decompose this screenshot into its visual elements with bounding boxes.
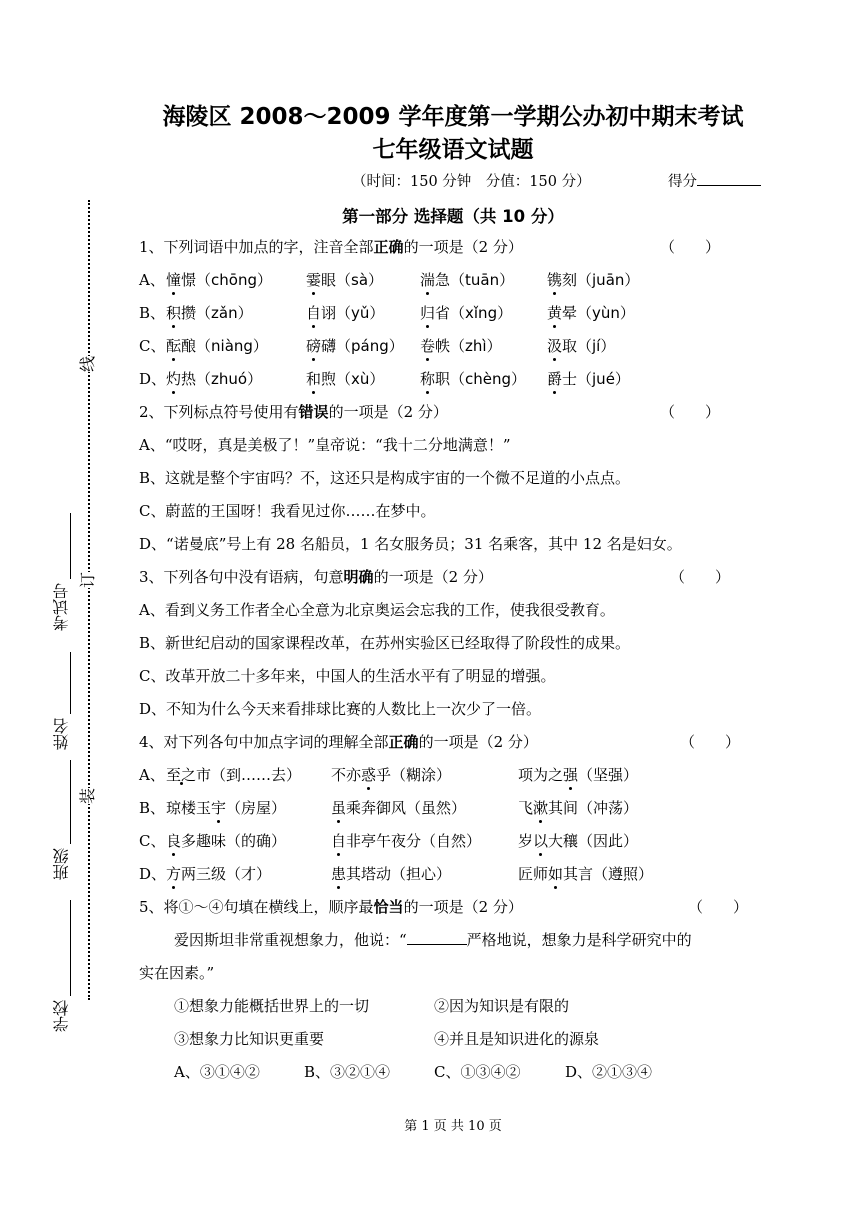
q1-word-item [547, 302, 635, 323]
dotted-char: 汲 [547, 337, 563, 355]
q4-option-label: C、 [139, 832, 166, 850]
exam-no-field[interactable] [70, 513, 71, 579]
q5-fill-blank[interactable] [407, 930, 467, 945]
phrase-prefix: 匠师 [518, 865, 549, 883]
q1-word-item [420, 368, 526, 389]
dotted-char: 方 [166, 865, 182, 883]
q5-sentence-2: ②因为知识是有限的 [434, 997, 570, 1015]
q1-word-item [306, 335, 404, 356]
phrase-rest: 大穰（因此） [548, 832, 639, 850]
q4-phrase-item [331, 830, 481, 851]
q5-stem: 5、将①～④句填在横线上，顺序最恰当的一项是（2 分） [139, 898, 523, 916]
word-rest: 酿（niàng） [181, 337, 268, 355]
score-label: 得分 [668, 174, 697, 190]
word-rest: 眼（sà） [321, 271, 384, 289]
dotted-char: 称 [420, 370, 436, 388]
q4-option-label: B、 [139, 799, 166, 817]
q2-answer-paren[interactable]: （ ） [660, 403, 721, 421]
dotted-char: 以 [533, 832, 549, 850]
q1-option-label: D、 [139, 370, 167, 388]
dotted-char: 卷 [420, 337, 436, 355]
dotted-char: 憧 [166, 271, 182, 289]
binding-dotted-line [88, 200, 90, 1000]
q4-phrase-item [166, 764, 301, 785]
q5-passage-line1: 爱因斯坦非常重视想象力，他说：“ 严格地说，想象力是科学研究中的 [174, 931, 692, 949]
q1-word-item [420, 269, 514, 290]
word-rest: 急（tuān） [435, 271, 515, 289]
q4-answer-paren[interactable]: （ ） [680, 733, 741, 751]
word-rest: 帙（zhì） [435, 337, 502, 355]
q3-answer-paren[interactable]: （ ） [670, 568, 731, 586]
q1-word-item [306, 302, 384, 323]
q3-option-d: D、不知为什么今天来看排球比赛的人数比上一次少了一倍。 [139, 700, 542, 718]
dotted-char: 灼 [166, 370, 182, 388]
score-blank[interactable] [697, 171, 761, 186]
dotted-char: 自 [331, 832, 347, 850]
phrase-prefix: 项为之 [518, 766, 564, 784]
word-rest: 省（xǐng） [435, 304, 513, 322]
phrase-rest: 乎（糊涂） [376, 766, 452, 784]
exam-title-line2: 七年级语文试题 [372, 137, 534, 163]
word-rest: 士（jué） [562, 370, 630, 388]
phrase-prefix: 飞 [518, 799, 534, 817]
q2-option-c: C、蔚蓝的王国呀！我看见过你……在梦中。 [139, 502, 436, 520]
q1-word-item [547, 269, 639, 290]
binding-ding: 订 [78, 571, 98, 589]
q4-phrase-item [166, 797, 286, 818]
phrase-rest: （房屋） [226, 799, 287, 817]
q5-passage-line2: 实在因素。” [139, 964, 215, 982]
q4-phrase-item [331, 797, 466, 818]
q1-word-item [166, 302, 253, 323]
dotted-char: 漱 [533, 799, 549, 817]
word-rest: 攒（zǎn） [181, 304, 253, 322]
q5-choice-c: C、①③④② [434, 1063, 521, 1081]
section-title: 第一部分 选择题（共 10 分） [342, 207, 564, 226]
q1-option-label: C、 [139, 337, 166, 355]
class-label: 班级 [52, 848, 71, 880]
q4-phrase-item [518, 830, 638, 851]
word-rest: 职（chèng） [435, 370, 527, 388]
phrase-prefix: 不亦 [331, 766, 362, 784]
q4-phrase-item [331, 863, 451, 884]
q5-sentence-3: ③想象力比知识更重要 [174, 1030, 325, 1048]
exam-no-label: 考试号 [52, 583, 71, 631]
dotted-char: 强 [563, 766, 579, 784]
q4-phrase-item [518, 764, 638, 785]
dotted-char: 酝 [166, 337, 182, 355]
q3-option-a: A、看到义务工作者全心全意为北京奥运会忘我的工作，使我很受教育。 [139, 601, 615, 619]
q3-stem: 3、下列各句中没有语病，句意明确的一项是（2 分） [139, 568, 493, 586]
class-field[interactable] [70, 760, 71, 844]
phrase-prefix: 琼楼玉 [166, 799, 212, 817]
phrase-rest: 其塔动（担心） [346, 865, 452, 883]
word-rest: 诩（yǔ） [321, 304, 385, 322]
q1-word-item [166, 335, 268, 356]
exam-title-line1: 海陵区 2008～2009 学年度第一学期公办初中期末考试 [162, 104, 744, 130]
q1-word-item [547, 335, 615, 356]
q2-option-d: D、“诺曼底”号上有 28 名船员，1 名女服务员；31 名乘客，其中 12 名是妇女。 [139, 535, 682, 553]
q2-option-b: B、这就是整个宇宙吗？不，这还只是构成宇宙的一个微不足道的小点点。 [139, 469, 631, 487]
page-number: 第 1 页 共 10 页 [404, 1119, 502, 1134]
q1-word-item [420, 335, 502, 356]
binding-xian: 线 [78, 355, 98, 373]
phrase-rest: 乘奔御风（虽然） [346, 799, 467, 817]
q1-answer-paren[interactable]: （ ） [660, 238, 721, 256]
q2-stem: 2、下列标点符号使用有错误的一项是（2 分） [139, 403, 448, 421]
binding-zhuang: 装 [78, 787, 98, 805]
dotted-char: 磅 [306, 337, 322, 355]
word-rest: 热（zhuó） [181, 370, 263, 388]
q1-option-label: B、 [139, 304, 166, 322]
dotted-char: 自 [306, 304, 322, 322]
q5-choice-a: A、③①④② [174, 1063, 260, 1081]
phrase-rest: 其间（冲荡） [548, 799, 639, 817]
phrase-prefix: 至 [166, 766, 182, 784]
q4-phrase-item [166, 830, 286, 851]
q1-word-item [547, 368, 630, 389]
phrase-rest: 非亭午夜分（自然） [346, 832, 482, 850]
phrase-rest: 其言（遵照） [563, 865, 654, 883]
dotted-char: 积 [166, 304, 182, 322]
word-rest: 煦（xù） [321, 370, 385, 388]
word-rest: 憬（chōng） [181, 271, 272, 289]
q4-option-label: A、 [139, 766, 165, 784]
q1-word-item [166, 269, 272, 290]
q1-stem: 1、下列词语中加点的字，注音全部正确的一项是（2 分） [139, 238, 523, 256]
q2-option-a: A、“哎呀，真是美极了！”皇帝说：“我十二分地满意！” [139, 436, 511, 454]
exam-time-info: （时间：150 分钟 分值：150 分） [352, 174, 591, 190]
dotted-char: 虽 [331, 799, 347, 817]
q4-phrase-item [331, 764, 451, 785]
q1-word-item [306, 269, 383, 290]
phrase-rest: 两三级（才） [181, 865, 272, 883]
q5-choice-b: B、③②①④ [304, 1063, 391, 1081]
q1-word-item [306, 368, 384, 389]
q5-answer-paren[interactable]: （ ） [688, 898, 749, 916]
phrase-rest: 多趣味（的确） [181, 832, 287, 850]
dotted-char: 湍 [420, 271, 436, 289]
q5-sentence-1: ①想象力能概括世界上的一切 [174, 997, 370, 1015]
q4-phrase-item [166, 863, 271, 884]
word-rest: 礴（páng） [321, 337, 404, 355]
word-rest: 晕（yùn） [562, 304, 635, 322]
q1-word-item [420, 302, 512, 323]
phrase-prefix: 岁 [518, 832, 534, 850]
name-field[interactable] [70, 652, 71, 714]
q1-option-label: A、 [139, 271, 165, 289]
q4-phrase-item [518, 863, 653, 884]
dotted-char: 和 [306, 370, 322, 388]
q5-choice-d: D、②①③④ [565, 1063, 653, 1081]
dotted-char: 黄 [547, 304, 563, 322]
school-field[interactable] [70, 900, 71, 996]
score-field [668, 170, 761, 191]
q3-option-c: C、改革开放二十多年来，中国人的生活水平有了明显的增强。 [139, 667, 556, 685]
dotted-char: 惑 [361, 766, 377, 784]
dotted-char: 如 [548, 865, 564, 883]
dotted-char: 患 [331, 865, 347, 883]
dotted-char: 宇 [211, 799, 227, 817]
dotted-char: 霎 [306, 271, 322, 289]
q5-sentence-4: ④并且是知识进化的源泉 [434, 1030, 600, 1048]
dotted-char: 良 [166, 832, 182, 850]
dotted-char: 镌 [547, 271, 563, 289]
q4-phrase-item [518, 797, 638, 818]
word-rest: 刻（juān） [562, 271, 640, 289]
q4-stem: 4、对下列各句中加点字词的理解全部正确的一项是（2 分） [139, 733, 538, 751]
q4-option-label: D、 [139, 865, 167, 883]
q3-option-b: B、新世纪启动的国家课程改革，在苏州实验区已经取得了阶段性的成果。 [139, 634, 631, 652]
dotted-char: 爵 [547, 370, 563, 388]
phrase-rest: （坚强） [578, 766, 639, 784]
phrase-rest: 之市（到……去） [181, 766, 302, 784]
school-label: 学校 [52, 1000, 71, 1032]
word-rest: 取（jí） [562, 337, 616, 355]
dotted-char: 归 [420, 304, 436, 322]
q1-word-item [166, 368, 262, 389]
name-label: 姓名 [52, 718, 71, 750]
